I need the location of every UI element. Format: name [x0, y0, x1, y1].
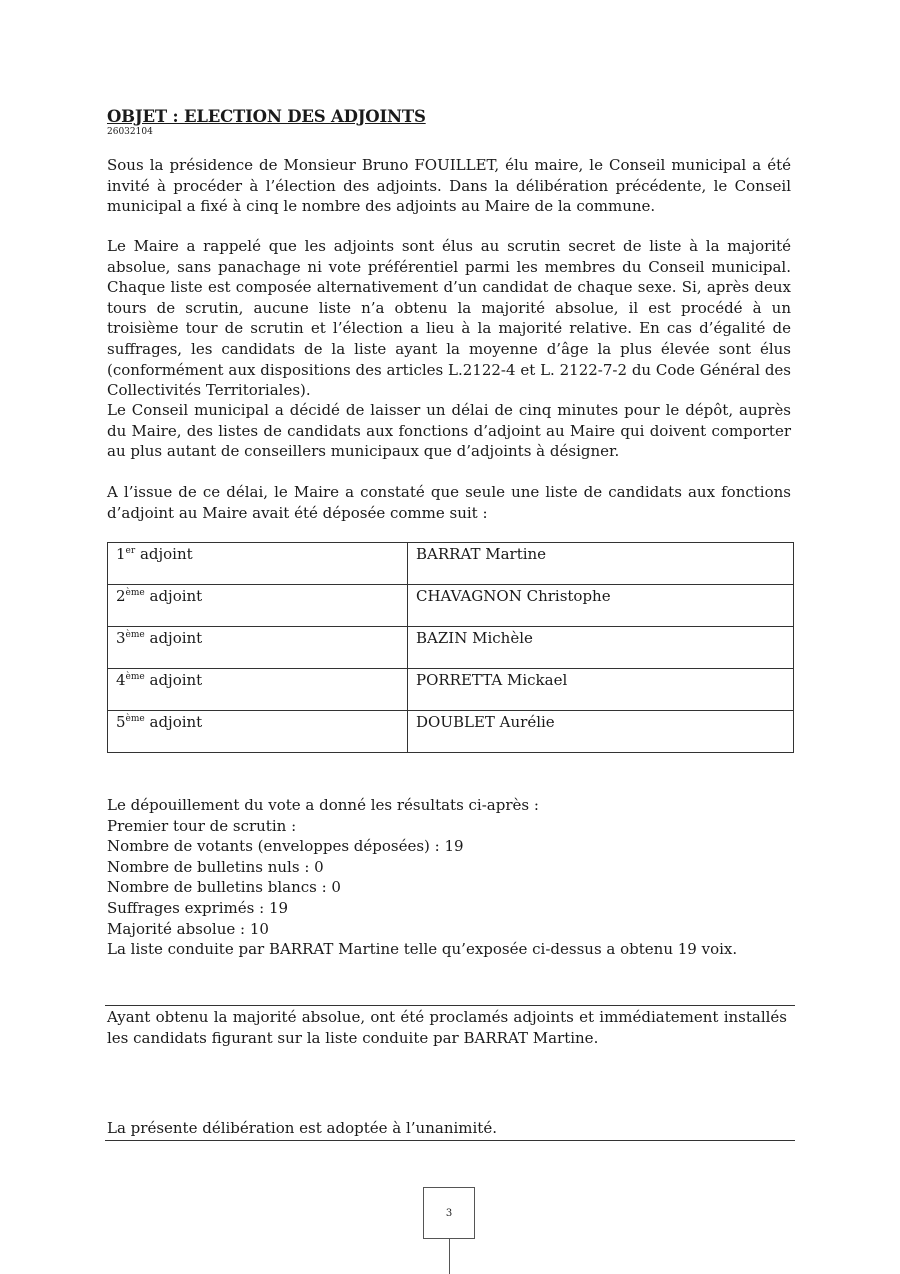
table-row: [108, 711, 794, 753]
adjoint-rank-cell: 3ème adjoint: [108, 627, 408, 669]
document-title: OBJET : ELECTION DES ADJOINTS: [107, 107, 426, 126]
adjoint-name-cell: CHAVAGNON Christophe: [408, 585, 794, 627]
adjoint-name-cell: DOUBLET Aurélie: [408, 711, 794, 753]
divider: [105, 1140, 795, 1141]
adjoint-name-cell: BAZIN Michèle: [408, 627, 794, 669]
results-round: Premier tour de scrutin :: [107, 816, 297, 835]
results-blancs: Nombre de bulletins blancs : 0: [107, 878, 341, 897]
paragraph-presidence: Sous la présidence de Monsieur Bruno FOUILLET, élu maire, le Conseil municipal a été invité à procéder à l’élection des adjoints. Dans la délibération précédente, le Conseil municipal a fixé à cinq le nombre des adjoints au Maire de la commune.: [107, 156, 791, 216]
paragraph-rappel: Le Maire a rappelé que les adjoints sont élus au scrutin secret de liste à la majorité absolue, sans panachage ni vote préférentiel parmi les membres du Conseil municipal. Chaque liste est composée alternativement d’un candidat de chaque sexe. Si, après deux tours de scrutin, aucune liste n’a obtenu la majorité absolue, il est procédé à un troisième tour de scrutin et l’élection a lieu à la majorité relative. En cas d’égalité de suffrages, les candidats de la liste ayant la moyenne d’âge la plus élevée sont élus (conformément aux dispositions des articles L.2122-4 et L. 2122-7-2 du Code Général des Collectivités Territoriales).: [107, 237, 791, 400]
results-exprimes: Suffrages exprimés : 19: [107, 898, 289, 917]
table-row: [108, 669, 794, 711]
adjoint-name-cell: BARRAT Martine: [408, 543, 794, 585]
results-nuls: Nombre de bulletins nuls : 0: [107, 857, 324, 876]
results-liste: La liste conduite par BARRAT Martine telle qu’exposée ci-dessus a obtenu 19 voix.: [107, 940, 738, 959]
adjoint-rank-cell: 1er adjoint: [108, 543, 408, 585]
results-majorite: Majorité absolue : 10: [107, 919, 269, 938]
paragraph-conclusion: La présente délibération est adoptée à l’unanimité.: [107, 1119, 497, 1137]
adjoint-rank-cell: 4ème adjoint: [108, 669, 408, 711]
table-row: [108, 585, 794, 627]
paragraph-delai: Le Conseil municipal a décidé de laisser un délai de cinq minutes pour le dépôt, auprès du Maire, des listes de candidats aux fonctions d’adjoint au Maire qui doivent comporter au plus autant de conseillers municipaux que d’adjoints à désigner.: [107, 401, 791, 461]
adjoints-table: [107, 542, 794, 753]
document-reference: 26032104: [107, 127, 153, 137]
table-row: [108, 543, 794, 585]
paragraph-constat: A l’issue de ce délai, le Maire a constaté que seule une liste de candidats aux fonctions d’adjoint au Maire avait été déposée comme suit :: [107, 483, 791, 522]
adjoint-rank-cell: 2ème adjoint: [108, 585, 408, 627]
adjoint-name-cell: PORRETTA Mickael: [408, 669, 794, 711]
page-number-line: [449, 1239, 450, 1274]
divider: [105, 1005, 795, 1006]
table-row: [108, 627, 794, 669]
adjoint-rank-cell: 5ème adjoint: [108, 711, 408, 753]
results-intro: Le dépouillement du vote a donné les résultats ci-après :: [107, 796, 539, 814]
results-votants: Nombre de votants (enveloppes déposées) : 19: [107, 837, 464, 856]
vote-results: [107, 795, 797, 960]
paragraph-proclamation: Ayant obtenu la majorité absolue, ont été proclamés adjoints et immédiatement installés les candidats figurant sur la liste conduite par BARRAT Martine.: [107, 1008, 787, 1047]
page-number: 3: [423, 1187, 475, 1239]
